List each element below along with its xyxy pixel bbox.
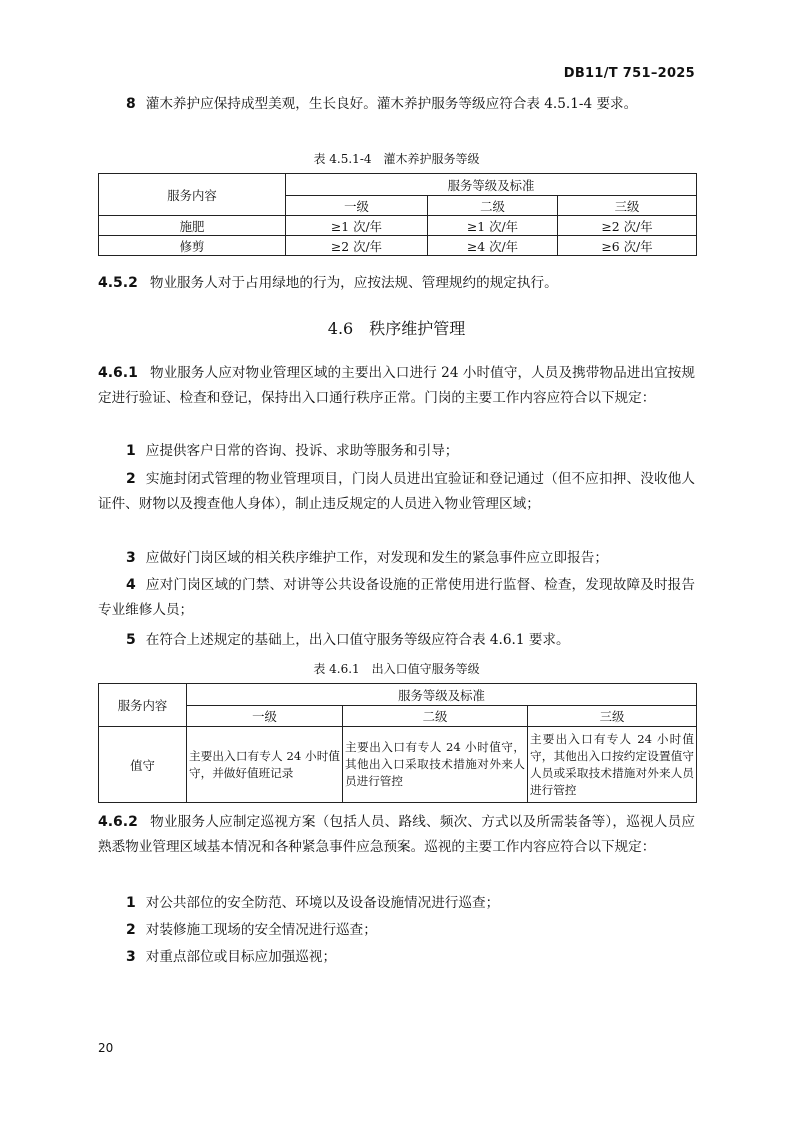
level-header: 一级 — [286, 196, 428, 216]
section-heading: 4.6 秩序维护管理 — [327, 319, 466, 338]
item-text: 应做好门岗区域的相关秩序维护工作，对发现和发生的紧急事件应立即报告； — [145, 550, 608, 566]
item-number: 2 — [126, 471, 136, 487]
table-cell: ≥1 次/年 — [286, 216, 428, 236]
item-text: 实施封闭式管理的物业管理项目，门岗人员进出宜验证和登记通过（但不应扣押、没收他人证件、财物以及搜查他人身体），制止违反规定的人员进入物业管理区域； — [98, 471, 695, 512]
table-cell: 主要出入口有专人 24 小时值守，其他出入口按约定设置值守人员或采取技术措施对外来人员进行管控 — [528, 727, 697, 803]
standard-number: DB11/T 751–2025 — [563, 66, 695, 81]
clause-number: 4.6.2 — [98, 814, 138, 830]
level-header: 三级 — [528, 706, 697, 727]
list-item — [98, 439, 695, 464]
table-header-group: 服务等级及标准 — [286, 174, 697, 196]
list-item — [98, 918, 695, 943]
item-number: 4 — [126, 577, 136, 593]
clause-text: 物业服务人应制定巡视方案（包括人员、路线、频次、方式以及所需装备等），巡视人员应熟悉物业管理区域基本情况和各种紧急事件应急预案。巡视的主要工作内容应符合以下规定： — [98, 814, 695, 855]
item-text: 对重点部位或目标应加强巡视； — [145, 949, 337, 965]
item-text: 对装修施工现场的安全情况进行巡查； — [145, 922, 377, 938]
item-number: 1 — [126, 443, 136, 459]
clause-text: 物业服务人对于占用绿地的行为，应按法规、管理规约的规定执行。 — [149, 275, 558, 291]
table-cell: 主要出入口有专人 24 小时值守，其他出入口采取技术措施对外来人员进行管控 — [343, 727, 528, 803]
item-8 — [98, 92, 695, 117]
clause-4-5-2 — [98, 271, 695, 296]
list-item — [98, 546, 695, 571]
list-item — [98, 945, 695, 970]
clause-4-6-2 — [98, 810, 695, 860]
item-text: 灌木养护应保持成型美观，生长良好。灌木养护服务等级应符合表 4.5.1-4 要求。 — [145, 96, 638, 112]
clause-number: 4.5.2 — [98, 275, 138, 291]
list-item — [98, 891, 695, 916]
level-header: 一级 — [187, 706, 343, 727]
list-item — [98, 573, 695, 623]
table-cell: ≥2 次/年 — [558, 216, 697, 236]
table-row — [99, 236, 697, 256]
table-row — [99, 727, 697, 803]
list-item — [98, 467, 695, 517]
item-number: 1 — [126, 895, 136, 911]
level-header: 三级 — [558, 196, 697, 216]
item-number: 5 — [126, 632, 136, 648]
table-header-content: 服务内容 — [99, 174, 286, 216]
clause-text: 物业服务人应对物业管理区域的主要出入口进行 24 小时值守，人员及携带物品进出宜按规定进行验证、检查和登记，保持出入口通行秩序正常。门岗的主要工作内容应符合以下规定： — [98, 365, 695, 406]
level-header: 二级 — [343, 706, 528, 727]
table-row — [99, 216, 697, 236]
item-number: 8 — [126, 96, 136, 112]
table-caption: 表 4.5.1-4 灌木养护服务等级 — [313, 152, 480, 166]
list-item — [98, 628, 695, 653]
table-cell: ≥4 次/年 — [428, 236, 558, 256]
table-cell: 主要出入口有专人 24 小时值守，并做好值班记录 — [187, 727, 343, 803]
row-label: 施肥 — [99, 216, 286, 236]
level-header: 二级 — [428, 196, 558, 216]
item-text: 应提供客户日常的咨询、投诉、求助等服务和引导； — [145, 443, 459, 459]
page-number: 20 — [98, 1041, 114, 1055]
item-number: 3 — [126, 550, 136, 566]
item-text: 在符合上述规定的基础上，出入口值守服务等级应符合表 4.6.1 要求。 — [145, 632, 570, 648]
table-header-content: 服务内容 — [99, 684, 187, 727]
row-label: 值守 — [99, 727, 187, 803]
table-cell: ≥1 次/年 — [428, 216, 558, 236]
table-header-group: 服务等级及标准 — [187, 684, 697, 706]
table-cell: ≥6 次/年 — [558, 236, 697, 256]
row-label: 修剪 — [99, 236, 286, 256]
table-cell: ≥2 次/年 — [286, 236, 428, 256]
entrance-duty-table — [98, 683, 697, 803]
item-number: 3 — [126, 949, 136, 965]
clause-number: 4.6.1 — [98, 365, 138, 381]
shrub-service-table — [98, 173, 697, 256]
item-number: 2 — [126, 922, 136, 938]
item-text: 应对门岗区域的门禁、对讲等公共设备设施的正常使用进行监督、检查，发现故障及时报告专业维修人员； — [98, 577, 695, 618]
item-text: 对公共部位的安全防范、环境以及设备设施情况进行巡查； — [145, 895, 500, 911]
table-caption: 表 4.6.1 出入口值守服务等级 — [313, 662, 480, 676]
clause-4-6-1 — [98, 361, 695, 411]
